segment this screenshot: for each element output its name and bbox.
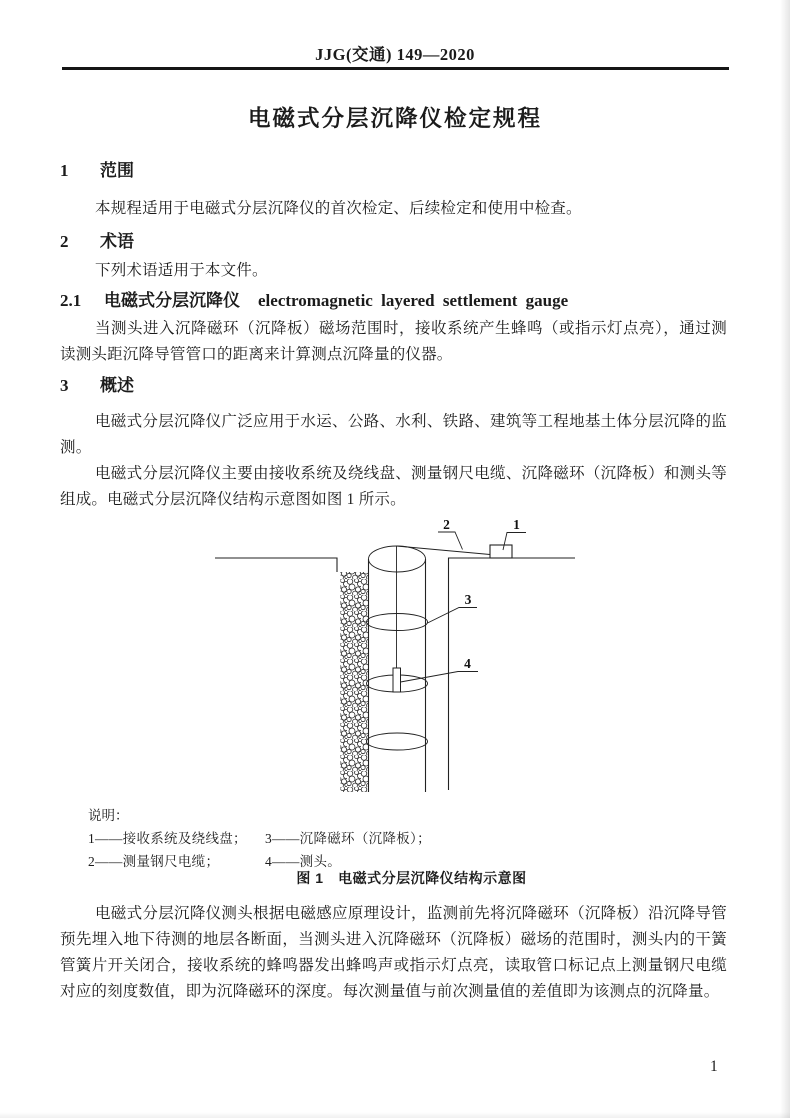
svg-text:2: 2 xyxy=(443,517,450,532)
figure-legend-row xyxy=(88,827,431,847)
figure-caption: 图 1 电磁式分层沉降仪结构示意图 xyxy=(296,870,527,886)
settlement-ring-lower xyxy=(367,733,428,750)
section-3-paragraph-1: 电磁式分层沉降仪广泛应用于水运、公路、水利、铁路、建筑等工程地基土体分层沉降的监测。 xyxy=(60,413,727,456)
section-heading-1 xyxy=(60,161,134,181)
figure-1-diagram xyxy=(193,515,593,803)
document-body xyxy=(60,0,727,1118)
ground-surface-left-line xyxy=(215,558,337,572)
svg-text:3: 3 xyxy=(464,592,472,607)
probe-rect xyxy=(393,668,401,692)
section-title: 概述 xyxy=(100,376,134,395)
callout-4 xyxy=(401,656,479,682)
svg-text:4: 4 xyxy=(464,656,471,671)
section-number: 2 xyxy=(60,232,69,251)
section-2-paragraph: 下列术语适用于本文件。 xyxy=(95,262,268,279)
figure-legend-row xyxy=(88,850,341,870)
legend-item-4: 4——测头。 xyxy=(265,854,342,869)
section-title: 术语 xyxy=(100,232,134,251)
callout-3 xyxy=(428,592,478,623)
section-number: 1 xyxy=(60,161,69,180)
section-1-paragraph: 本规程适用于电磁式分层沉降仪的首次检定、后续检定和使用中检查。 xyxy=(95,200,582,217)
pipe-top-ellipse xyxy=(369,546,426,572)
cable-to-receiver-line xyxy=(397,546,491,555)
term-definition-paragraph: 当测头进入沉降磁环（沉降板）磁场范围时，接收系统产生蜂鸣（或指示灯点亮），通过测读测头距沉降导管管口的距离来计算测点沉降量的仪器。 xyxy=(60,320,727,363)
term-title-en: electromagnetic layered settlement gauge xyxy=(258,291,569,310)
legend-item-2: 2——测量钢尺电缆； xyxy=(88,854,220,869)
section-title: 范围 xyxy=(100,161,134,180)
term-heading-2-1 xyxy=(60,291,568,311)
borehole-gravel-fill xyxy=(341,572,369,792)
page-number: 1 xyxy=(710,1058,718,1075)
term-number: 2.1 xyxy=(60,291,82,310)
section-heading-2 xyxy=(60,232,134,252)
svg-text:1: 1 xyxy=(513,517,520,532)
settlement-ring-upper xyxy=(367,614,428,631)
section-heading-3 xyxy=(60,376,134,396)
section-number: 3 xyxy=(60,376,69,395)
figure-legend-label: 说明： xyxy=(88,808,129,823)
running-header: JJG(交通) 149—2020 xyxy=(315,45,475,64)
document-title: 电磁式分层沉降仪检定规程 xyxy=(247,106,542,131)
legend-item-3: 3——沉降磁环（沉降板）； xyxy=(265,831,431,846)
section-3-paragraph-2: 电磁式分层沉降仪主要由接收系统及绕线盘、测量钢尺电缆、沉降磁环（沉降板）和测头等组成。电磁式分层沉降仪结构示意图如图 1 所示。 xyxy=(60,465,727,508)
term-title-zh: 电磁式分层沉降仪 xyxy=(104,291,240,310)
legend-item-1: 1——接收系统及绕线盘； xyxy=(88,831,247,846)
section-3-paragraph-3: 电磁式分层沉降仪测头根据电磁感应原理设计，监测前先将沉降磁环（沉降板）沿沉降导管预先埋入地下待测的地层各断面，当测头进入沉降磁环（沉降板）磁场的范围时，测头内的干簧管簧片开关闭合，接收系统的蜂鸣器发出蜂鸣声或指示灯点亮，读取管口标记点上测量钢尺电缆对应的刻度数值，即为沉降磁环的深度。每次测量值与前次测量值的差值即为该测点的沉降量。 xyxy=(60,905,727,1000)
scan-edge-shadow xyxy=(780,0,790,1118)
callout-2 xyxy=(438,517,463,550)
receiver-box xyxy=(490,545,512,558)
